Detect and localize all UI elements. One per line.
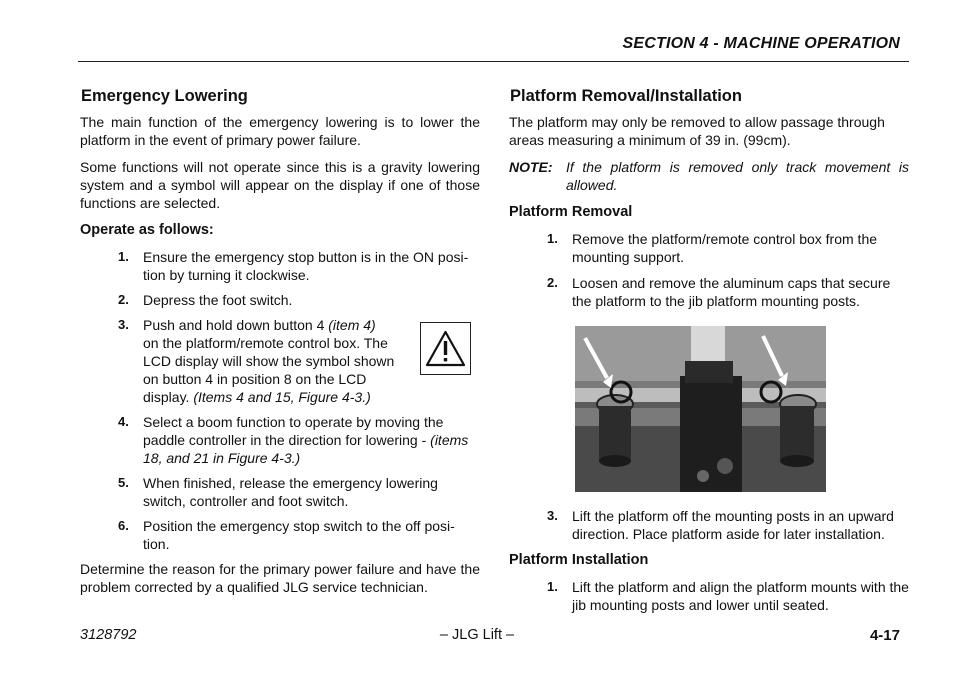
section-title: SECTION 4 - MACHINE OPERATION: [622, 35, 900, 52]
warning-triangle-icon: [421, 323, 470, 374]
step-text: Remove the platform/remote control box from the mounting support.: [572, 231, 878, 265]
step-number: 2.: [547, 275, 558, 290]
step-text: Position the emergency stop switch to the off posi-tion.: [143, 518, 455, 552]
step-text: Depress the foot switch.: [143, 292, 293, 308]
step-number: 2.: [118, 292, 129, 307]
step-4: [80, 413, 480, 467]
platform-removal-heading: Platform Removal: [509, 204, 633, 220]
step-text: Select a boom function to operate by moving the paddle controller in the direction for lowering -: [143, 414, 444, 448]
closing-paragraph: Determine the reason for the primary power failure and have the problem corrected by a qualified JLG service technician.: [80, 561, 480, 595]
step-ref: (item 4): [328, 317, 376, 333]
platform-mounting-photo: [575, 326, 826, 492]
emergency-lowering-para2: Some functions will not operate since this is a gravity lowering system and a symbol will appear on the display if one of those functions are selected.: [80, 159, 480, 211]
platform-installation-heading: Platform Installation: [509, 552, 649, 568]
platform-removal-installation-heading: Platform Removal/Installation: [510, 87, 742, 105]
note-label: NOTE:: [509, 159, 553, 175]
operate-heading: Operate as follows:: [80, 222, 214, 238]
step-number: 3.: [547, 508, 558, 523]
step-ref: (items 18, and 21 in Figure 4-3.): [143, 432, 469, 466]
header-divider: [78, 61, 909, 62]
install-step-1: [509, 578, 909, 614]
step-text: Ensure the emergency stop button is in the ON posi-tion by turning it clockwise.: [143, 249, 469, 283]
step-number: 5.: [118, 475, 129, 490]
platform-para1: The platform may only be removed to allow passage through areas measuring a minimum of 39 in. (99cm).: [509, 114, 885, 148]
emergency-lowering-para1: The main function of the emergency lowering is to lower the platform in the event of primary power failure.: [80, 114, 480, 148]
step-text: Loosen and remove the aluminum caps that secure the platform to the jib platform mounting posts.: [572, 275, 891, 309]
step-text: When finished, release the emergency lowering switch, controller and foot switch.: [143, 475, 438, 509]
step-5: [80, 474, 480, 510]
page-number: 4-17: [869, 627, 900, 644]
step-1: [80, 248, 480, 284]
step-number: 1.: [118, 249, 129, 264]
note: [509, 158, 909, 194]
step-text: Lift the platform and align the platform mounts with the jib mounting posts and lower until seated.: [572, 579, 909, 613]
step-text: Lift the platform off the mounting posts in an upward direction. Place platform aside for later installation.: [572, 508, 894, 542]
step-number: 3.: [118, 317, 129, 332]
warning-symbol-box: [420, 322, 471, 375]
mounting-posts-illustration: [575, 326, 826, 492]
step-number: 6.: [118, 518, 129, 533]
step-ref: (Items 4 and 15, Figure 4-3.): [193, 389, 371, 405]
footer-brand: – JLG Lift –: [439, 627, 515, 643]
step-number: 4.: [118, 414, 129, 429]
document-number: 3128792: [80, 627, 137, 643]
emergency-lowering-heading: Emergency Lowering: [81, 87, 248, 105]
removal-step-1: [509, 230, 909, 266]
removal-step-3: [509, 507, 909, 543]
removal-step-2: [509, 274, 909, 310]
step-number: 1.: [547, 231, 558, 246]
step-text: on the platform/remote control box. The LCD display will show the symbol shown on button 4 in position 8 on the LCD display.: [143, 335, 395, 405]
step-number: 1.: [547, 579, 558, 594]
step-2: [80, 291, 480, 309]
step-text: Push and hold down button 4: [143, 317, 329, 333]
note-text: If the platform is removed only track movement is allowed.: [566, 159, 909, 193]
step-6: [80, 517, 480, 553]
